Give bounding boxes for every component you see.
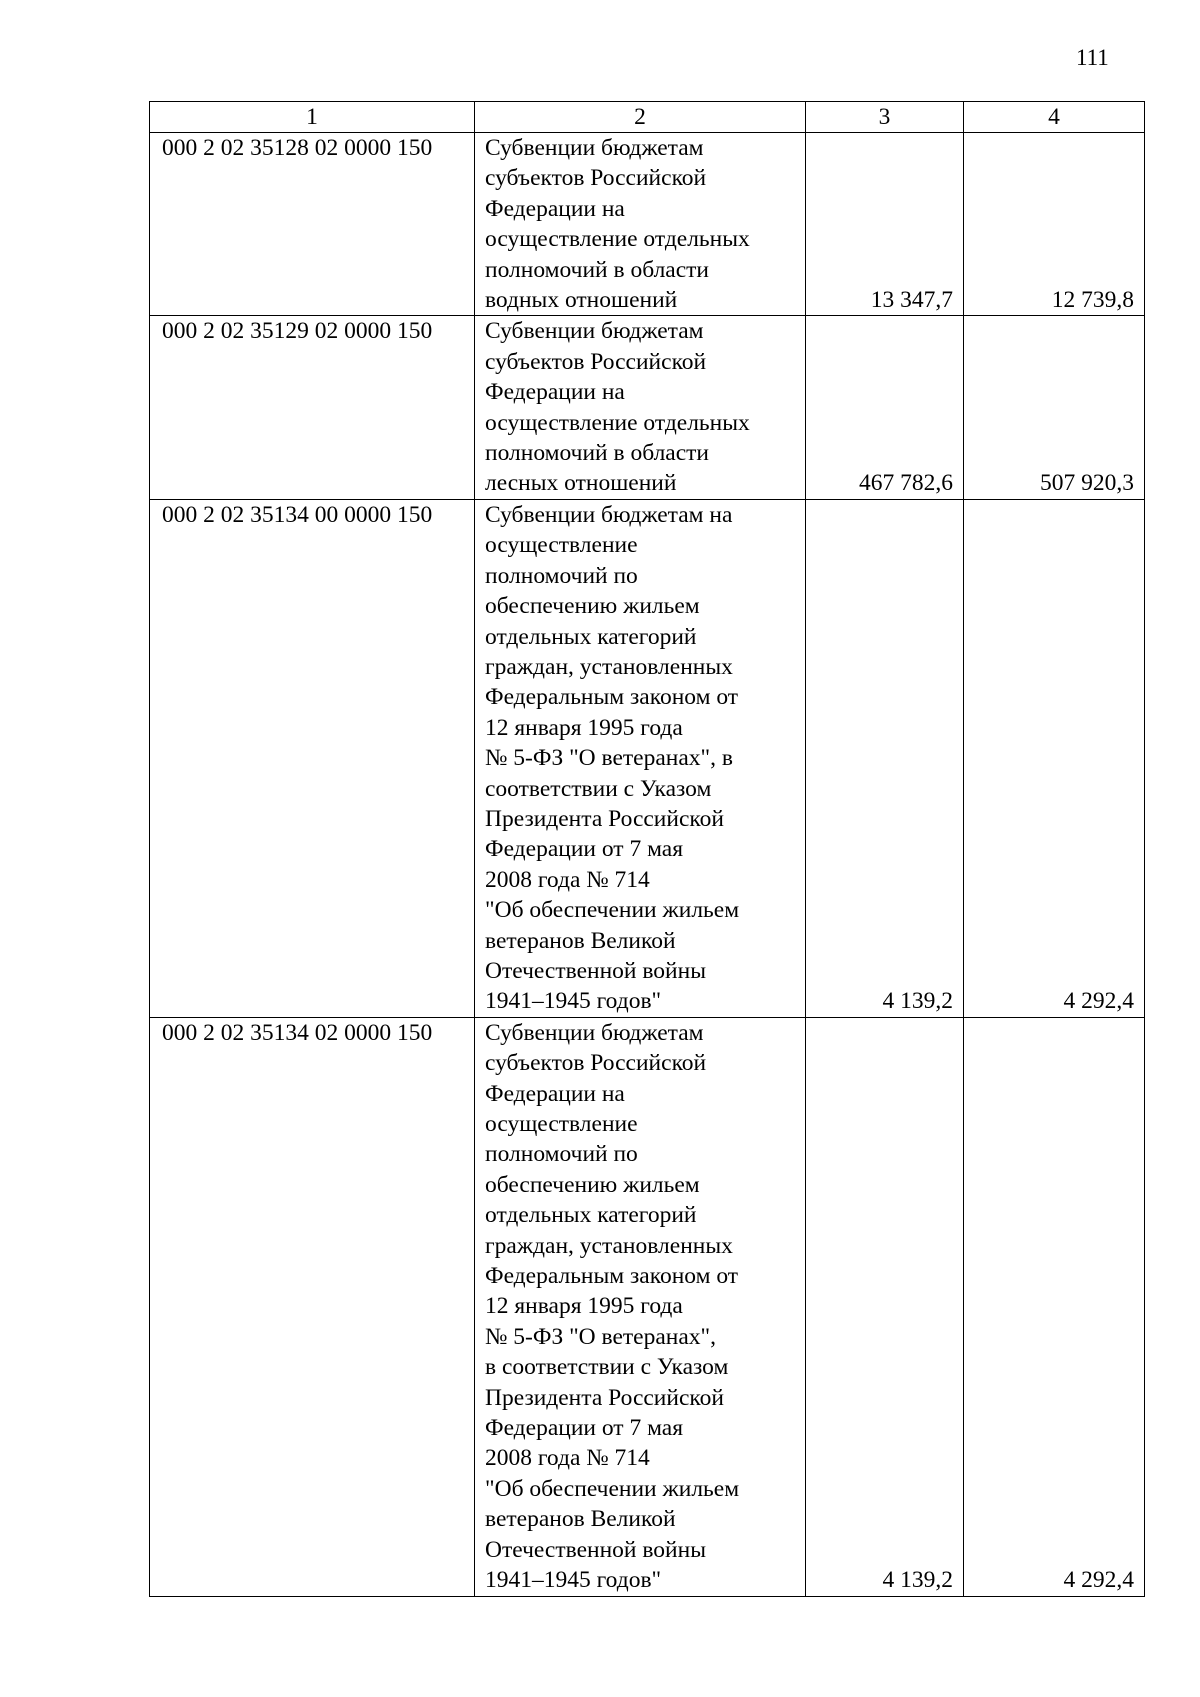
revenue-name-line: № 5-ФЗ "О ветеранах", — [485, 1323, 717, 1350]
revenue-name-line: "Об обеспечении жильем — [485, 897, 740, 924]
revenue-name-line: соответствии с Указом — [485, 775, 712, 802]
revenue-name-line: Отечественной войны — [485, 957, 706, 984]
column-header-2: 2 — [475, 102, 806, 133]
page-number: 111 — [1076, 45, 1109, 70]
amount-column-4: 12 739,8 — [964, 133, 1145, 316]
revenue-name-line: Субвенции бюджетам на — [485, 501, 733, 528]
revenue-name-line: "Об обеспечении жильем — [485, 1475, 740, 1502]
revenue-name-line: 12 января 1995 года — [485, 714, 683, 741]
revenue-name-line: обеспечению жильем — [485, 1171, 700, 1198]
table-row — [150, 499, 1145, 1017]
revenue-name-line: Субвенции бюджетам — [485, 135, 704, 161]
revenue-name-line: ветеранов Великой — [485, 927, 676, 954]
revenue-name-line: Субвенции бюджетам — [485, 318, 704, 345]
table-header-row — [150, 102, 1145, 133]
revenue-name-line: № 5-ФЗ "О ветеранах", в — [485, 745, 733, 772]
revenue-name-line: Отечественной войны — [485, 1536, 706, 1563]
revenue-name-line: Президента Российской — [485, 1384, 724, 1411]
revenue-name-line: полномочий в области — [485, 440, 710, 467]
amount-column-3: 4 139,2 — [806, 1017, 964, 1596]
revenue-name-line: в соответствии с Указом — [485, 1354, 729, 1381]
revenue-name-line: Субвенции бюджетам — [485, 1019, 704, 1046]
revenue-name-line: граждан, установленных — [485, 653, 733, 680]
budget-table — [149, 101, 1145, 1597]
revenue-name-line: полномочий по — [485, 562, 638, 589]
classification-code: 000 2 02 35129 02 0000 150 — [150, 316, 475, 499]
revenue-name-line: лесных отношений — [485, 470, 677, 497]
revenue-name-line: осуществление — [485, 532, 638, 559]
revenue-name-line: водных отношений — [485, 287, 678, 314]
table-body — [150, 102, 1145, 1597]
revenue-name-line: осуществление — [485, 1111, 638, 1137]
revenue-name-line: 1941–1945 годов" — [485, 988, 662, 1015]
revenue-name-line: ветеранов Великой — [485, 1506, 676, 1533]
revenue-name — [475, 316, 806, 499]
classification-code: 000 2 02 35134 00 0000 150 — [150, 499, 475, 1017]
revenue-name-line: граждан, установленных — [485, 1232, 733, 1259]
classification-code: 000 2 02 35134 02 0000 150 — [150, 1017, 475, 1596]
table-row — [150, 1017, 1145, 1596]
amount-column-4: 507 920,3 — [964, 316, 1145, 499]
column-header-4: 4 — [964, 102, 1145, 133]
table-row — [150, 316, 1145, 499]
table-row — [150, 133, 1145, 316]
revenue-name-line: осуществление отдельных — [485, 226, 750, 253]
revenue-name-line: обеспечению жильем — [485, 593, 700, 620]
revenue-name-line: Федерации на — [485, 195, 625, 222]
column-header-1: 1 — [150, 102, 475, 133]
revenue-name-line: отдельных категорий — [485, 623, 697, 650]
amount-column-3: 13 347,7 — [806, 133, 964, 316]
revenue-name-line: 2008 года № 714 — [485, 1445, 650, 1472]
revenue-name-line: Федеральным законом от — [485, 684, 739, 711]
revenue-name-line: полномочий в области — [485, 256, 710, 283]
amount-column-3: 467 782,6 — [806, 316, 964, 499]
revenue-name-line: Президента Российской — [485, 805, 724, 832]
revenue-name-line: полномочий по — [485, 1141, 638, 1168]
revenue-name-line: 2008 года № 714 — [485, 866, 650, 893]
revenue-name-line: осуществление отдельных — [485, 409, 750, 436]
revenue-name-line: Федеральным законом от — [485, 1263, 739, 1290]
amount-column-3: 4 139,2 — [806, 499, 964, 1017]
revenue-name-line: Федерации от 7 мая — [485, 1415, 684, 1442]
revenue-name-line: субъектов Российской — [485, 1050, 707, 1077]
revenue-name-line: 1941–1945 годов" — [485, 1567, 662, 1594]
revenue-name-line: субъектов Российской — [485, 348, 707, 375]
revenue-name-line: 12 января 1995 года — [485, 1293, 683, 1320]
amount-column-4: 4 292,4 — [964, 499, 1145, 1017]
revenue-name-line: субъектов Российской — [485, 165, 707, 192]
revenue-name — [475, 1017, 806, 1596]
revenue-name-line: Федерации от 7 мая — [485, 836, 684, 863]
classification-code: 000 2 02 35128 02 0000 150 — [150, 133, 475, 316]
amount-column-4: 4 292,4 — [964, 1017, 1145, 1596]
revenue-name — [475, 499, 806, 1017]
revenue-name-line: отдельных категорий — [485, 1202, 697, 1229]
revenue-name-line: Федерации на — [485, 379, 625, 406]
column-header-3: 3 — [806, 102, 964, 133]
revenue-name — [475, 133, 806, 316]
revenue-name-line: Федерации на — [485, 1080, 625, 1107]
